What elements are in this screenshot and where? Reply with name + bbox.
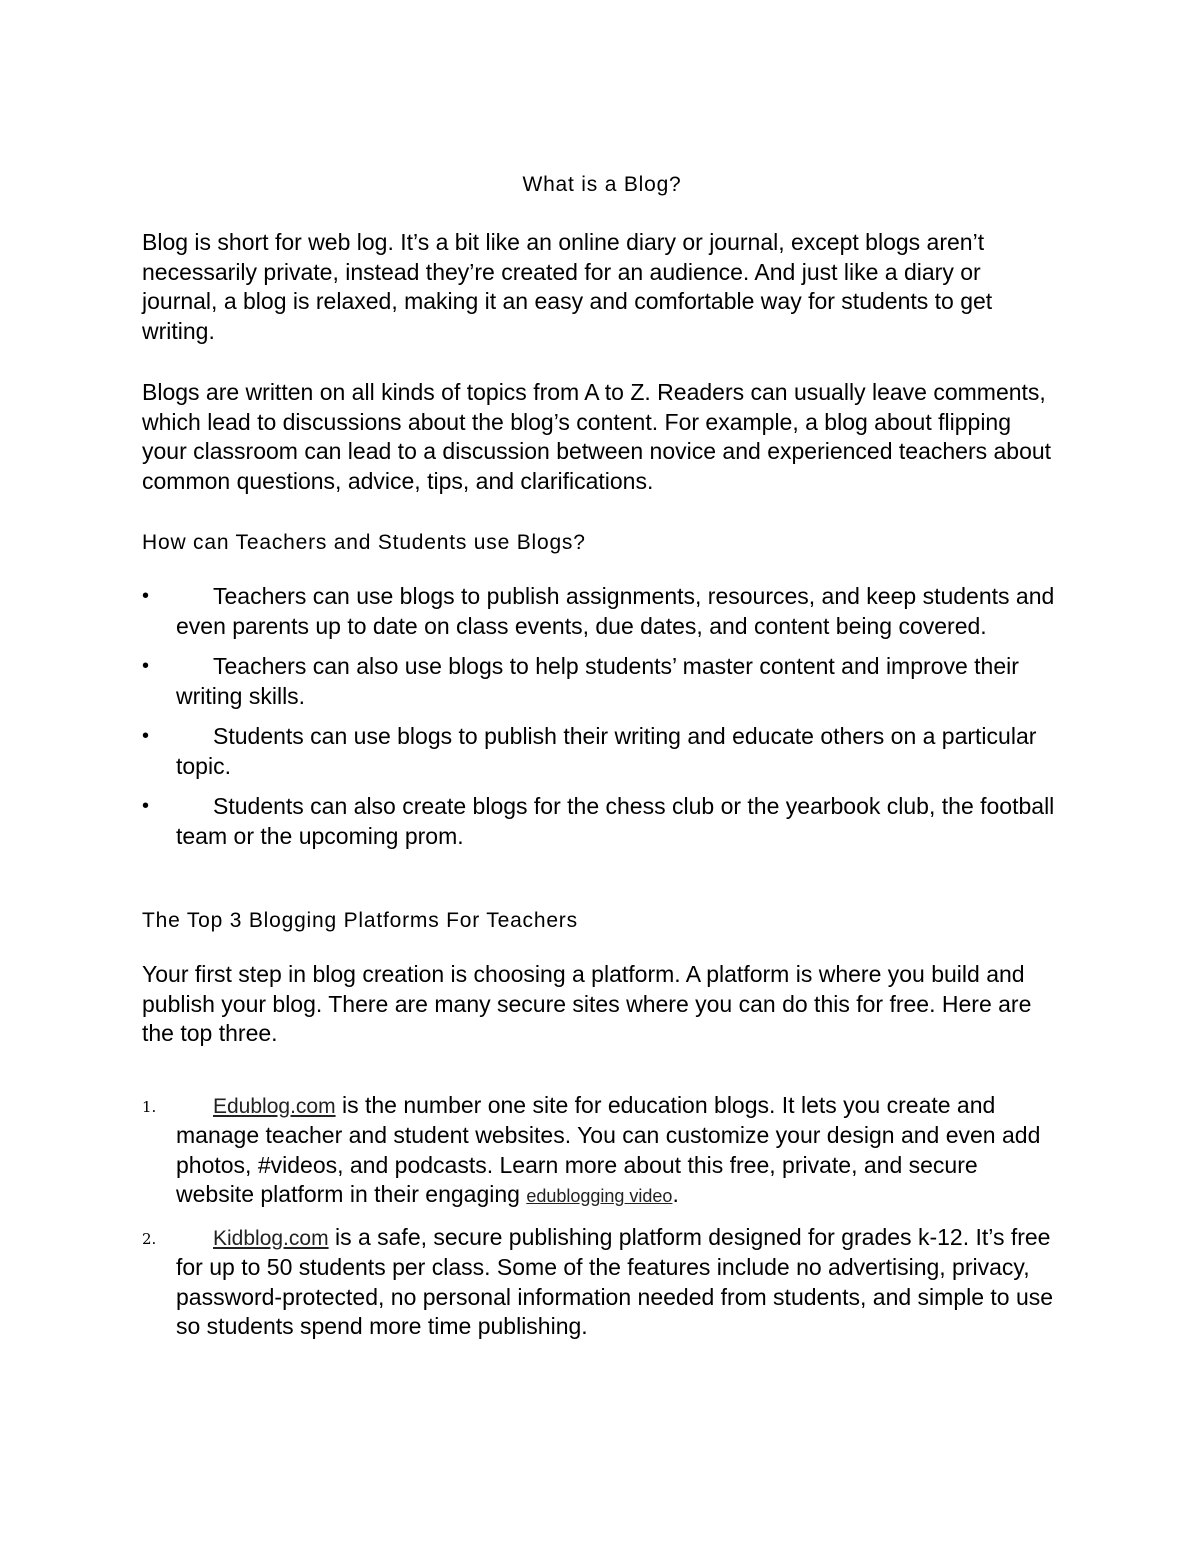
bullet-text: Teachers can also use blogs to help students’ master content and improve their writing skills.	[176, 653, 1019, 709]
item-number: 2.	[142, 1229, 157, 1248]
section-heading-platforms: The Top 3 Blogging Platforms For Teachers	[142, 909, 578, 932]
item-text: is a safe, secure publishing platform designed for grades k-12. It’s free for up to 50 students per class. Some of the features include no advertising, privacy, password-protected, no personal information needed from students, and simple to use so students spend more time publishing.	[176, 1223, 1054, 1339]
bullet-icon: •	[142, 655, 150, 677]
list-item	[142, 1091, 1062, 1212]
section-heading-uses: How can Teachers and Students use Blogs?	[142, 531, 586, 554]
uses-bullet-list	[142, 582, 1062, 851]
bullet-icon: •	[142, 585, 150, 607]
bullet-icon: •	[142, 725, 150, 747]
item-number: 1.	[142, 1097, 157, 1116]
bullet-text: Students can use blogs to publish their writing and educate others on a particular topic.	[176, 723, 1037, 779]
list-item	[142, 652, 1062, 711]
document-content	[142, 170, 1062, 1353]
edublog-link[interactable]: Edublog.com	[213, 1094, 336, 1118]
list-item	[142, 582, 1062, 641]
list-item	[142, 722, 1062, 781]
item-text-end: .	[672, 1181, 679, 1207]
list-item	[142, 1223, 1062, 1342]
edublogging-video-link[interactable]: edublogging video	[526, 1186, 673, 1206]
page-title: What is a Blog?	[522, 173, 682, 196]
bullet-text: Students can also create blogs for the chess club or the yearbook club, the football team or the upcoming prom.	[176, 793, 1055, 849]
bullet-text: Teachers can use blogs to publish assignments, resources, and keep students and even parents up to date on class events, due dates, and content being covered.	[176, 583, 1055, 639]
bullet-icon: •	[142, 795, 150, 817]
list-item	[142, 792, 1062, 851]
kidblog-link[interactable]: Kidblog.com	[213, 1226, 329, 1250]
intro-paragraph-1: Blog is short for web log. It’s a bit like an online diary or journal, except blogs aren’t necessarily private, instead they’re created for an audience. And just like a diary or journal, a blog is relaxed, making it an easy and comfortable way for students to get writing.	[142, 229, 993, 344]
platforms-numbered-list	[142, 1091, 1062, 1342]
platforms-paragraph: Your first step in blog creation is choosing a platform. A platform is where you build and publish your blog. There are many secure sites where you can do this for free. Here are the top three.	[142, 961, 1032, 1046]
intro-paragraph-2: Blogs are written on all kinds of topics from A to Z. Readers can usually leave comments, which lead to discussions about the blog’s content. For example, a blog about flipping your classroom can lead to a discussion between novice and experienced teachers about common questions, advice, tips, and clarifications.	[142, 379, 1052, 494]
item-text: is the number one site for education blogs. It lets you create and manage teacher and student websites. You can customize your design and even add photos, #videos, and podcasts. Learn more about this free, private, and secure website platform in their engaging	[176, 1091, 1041, 1207]
